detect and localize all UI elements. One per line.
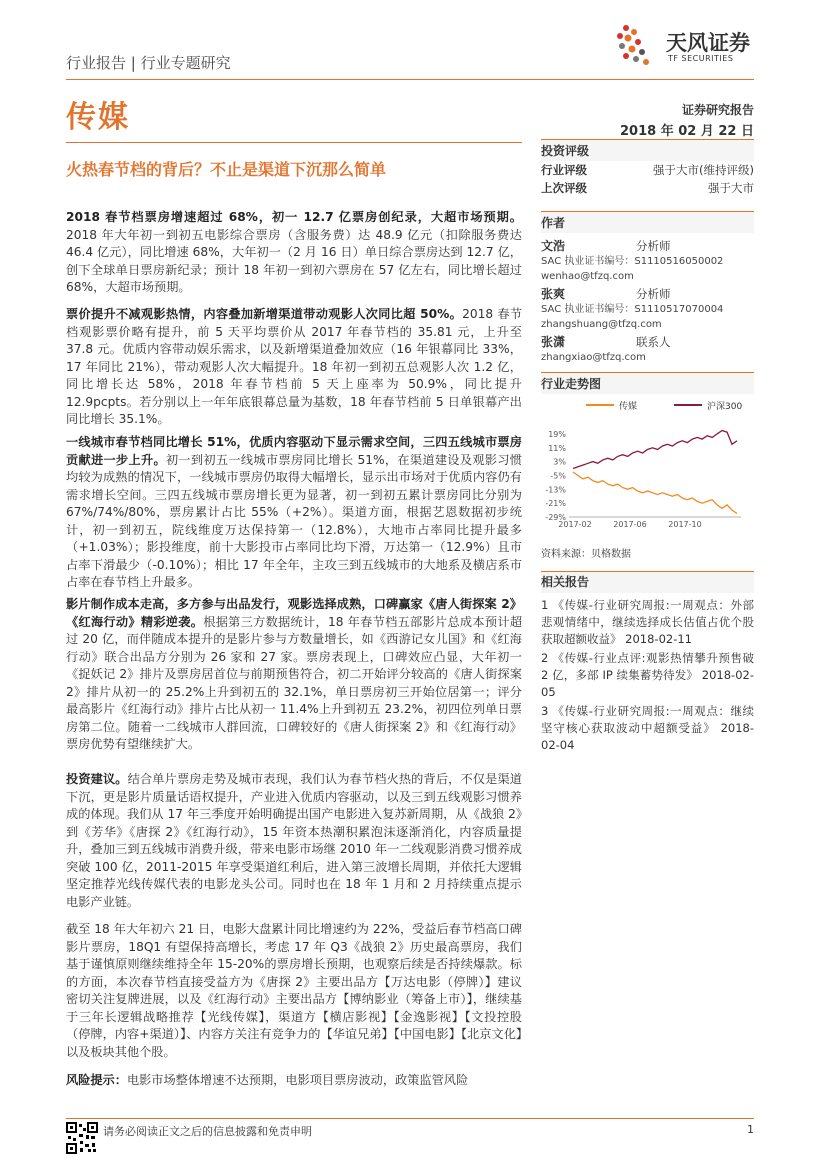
chart-source: 资料来源：贝格数据: [541, 549, 631, 560]
para-5-text: 结合单片票房走势及城市表现，我们认为春节档火热的背后，不仅是渠道下沉，更是影片质量话语权提升，产业进入优质内容驱动，以及三到五线观影习惯养成的体现。我们从 17 年三季度开始明确提出国产电影进入复苏新周期，从《战狼 2》到《芳华》《唐探 2》《红海行动》，15 年资本热潮积累泡沫逐渐消化，内容质量提升，叠加三到五线城市消费升级，带来电影市场继 2010 年一二线观影消费习惯养成突破 100 亿，2011-2015 年享受渠道红利后，进入第三波增长周期，并依托大逻辑坚定推荐光线传媒代表的电影龙头公司。同时也在 18 年 1 月和 2 月持续重点提示电影产业链。: [66, 772, 522, 909]
author-card: [541, 287, 754, 332]
footer-divider: [66, 1118, 754, 1119]
trend-heading-wrap: [541, 372, 754, 394]
rating-value: 强于大市(维持评级): [653, 163, 754, 177]
author-card: [541, 335, 754, 365]
rating-heading: 投资评级: [541, 139, 754, 161]
logo-name-cn: 天风证券: [666, 31, 750, 55]
header-divider: [66, 79, 754, 80]
para-7-lead: 风险提示：: [66, 1073, 127, 1087]
sector-title: 传媒: [66, 100, 130, 135]
body-section-4: [66, 596, 522, 754]
report-category: 行业报告 | 行业专题研究: [66, 54, 231, 72]
author-card: [541, 239, 754, 284]
logo-name-en: TF SECURITIES: [668, 54, 734, 63]
author-email[interactable]: zhangshuang@tfzq.com: [541, 319, 662, 330]
body-section-5: [66, 771, 522, 911]
para-3-text: 初一到初五一线城市票房同比增长 51%，在渠道建设及观影习惯均较为成熟的情况下，一线城市票房仍取得大幅增长，显示出市场对于优质内容仍有需求增长空间。三四五线城市票房增长更为显著，初一到初五累计票房同比分别为 67%/74%/80%，票房累计占比 55%（+2%）。渠道方面，根据艺恩数据初步统计，初一到初五，院线维度万达保持第一（12.8%），大地市占率同比提升最多（+1.03%）；影投维度，前十大影投市占率同比均下滑，万达第一（12.9%）且市占率下滑最少（-0.10%）；相比 17 年全年，主攻三到五线城市的大地系及横店系市占率在春节档上升最多。: [66, 452, 522, 589]
para-4-text: 根据第三方数据统计，18 年春节档五部影片总成本预计超过 20 亿，而伴随成本提升的是影片参与方数量增长，如《西游记女儿国》和《红海行动》联合出品方分别为 26 家和 27 家。票房表现上，口碑效应凸显，大年初一《捉妖记 2》排片及票房居首位与前期预售符合，初二开始评分较高的《唐人街探案 2》排片从初一的 25.2%上升到初五的 32.1%，单日票房初三开始位居第一；评分最高影片《红海行动》排片占比从初一 11.4%上升到初五 23.2%，初四位列单日票房第二位。随着一二线城市人群回流，口碑较好的《唐人街探案 2》和《红海行动》票房优势有望继续扩大。: [66, 614, 523, 751]
y-tick-label: 11%: [548, 443, 566, 453]
trend-heading: 行业走势图: [541, 372, 754, 394]
rating-key: 上次评级: [541, 181, 587, 195]
y-tick-label: -29%: [545, 513, 566, 522]
related-heading: 相关报告: [541, 571, 754, 593]
para-6-text: 截至 18 年大年初六 21 日，电影大盘累计同比增速约为 22%，受益后春节档高口碑影片票房，18Q1 有望保持高增长，考虑 17 年 Q3《战狼 2》历史最高票房，我们基于谨慎原则继续维持全年 15-20%的票房增长预期，也观察后续是否持续爆款。标的方面，本次春节档直接受益方为《唐探 2》主要出品方【万达电影（停牌）】建议密切关注复牌进展，以及《红海行动》主要出品方【博纳影业（筹备上市）】，继续基于三年长逻辑战略推荐【光线传媒】，渠道方【横店影视】【金逸影视】【文投控股（停牌，内容+渠道）】、内容方关注有竞争力的【华谊兄弟】【中国电影】【北京文化】以及板块其他个股。: [66, 922, 522, 1059]
rating-value: 强于大市: [708, 181, 754, 195]
title-divider: [66, 142, 522, 143]
author-name: 张潇: [541, 335, 566, 349]
author-license: SAC 执业证书编号：S1110517070004: [541, 304, 724, 315]
x-tick-label: 2017-10: [668, 520, 702, 529]
y-tick-label: 19%: [548, 429, 566, 439]
author-role: 分析师: [636, 239, 671, 253]
body-section-6: [66, 921, 522, 1061]
series-line: [573, 472, 737, 514]
author-email[interactable]: zhangxiao@tfzq.com: [541, 352, 646, 363]
para-5-lead: 投资建议。: [66, 772, 128, 786]
author-license: SAC 执业证书编号：S1110516050002: [541, 256, 724, 267]
legend-label: 沪深300: [707, 402, 743, 412]
related-report-item[interactable]: 2 《传媒-行业点评:观影热情攀升预售破 2 亿，多部 IP 续集蓄势待发》 2018-02-05: [541, 651, 754, 699]
y-tick-label: -13%: [545, 485, 566, 495]
related-report-item[interactable]: 3 《传媒-行业研究周报:一周观点：继续坚守核心获取波动中超额受益》 2018-02-04: [541, 704, 754, 752]
series-line: [573, 431, 737, 469]
body-section-2: [66, 306, 522, 429]
para-2-lead: 票价提升不减观影热情，内容叠加新增渠道带动观影人次同比超 50%。: [66, 307, 463, 321]
related-report-item[interactable]: 1 《传媒-行业研究周报:一周观点：外部悲观情绪中，继续选择成长估值占优个股获取超额收益》 2018-02-11: [541, 598, 754, 646]
para-7-text: 电影市场整体增速不达预期，电影项目票房波动，政策监管风险: [126, 1073, 469, 1087]
trend-chart-svg: [541, 395, 754, 535]
author-name: 文浩: [541, 239, 566, 253]
author-role: 联系人: [636, 335, 671, 349]
body-section-3: [66, 434, 522, 592]
report-type: 证券研究报告: [681, 103, 754, 117]
para-3-lead: 一线城市春节档同比增长 51%，优质内容驱动下显示需求空间，三四五线城市票房贡献进一步上升。: [66, 435, 522, 467]
author-role: 分析师: [636, 287, 671, 301]
para-1-lead: 2018 春节档票房增速超过 68%，初一 12.7 亿票房创纪录，大超市场预期。: [66, 210, 522, 224]
authors-panel: [541, 211, 754, 365]
y-tick-label: 3%: [553, 457, 566, 467]
qr-code-icon: [66, 1122, 98, 1154]
legend-label: 传媒: [619, 402, 638, 412]
rating-row: [541, 179, 754, 197]
logo-mark-icon: [612, 24, 668, 68]
y-tick-label: -21%: [545, 499, 566, 509]
x-tick-label: 2017-02: [558, 520, 592, 529]
author-name: 张爽: [541, 287, 566, 301]
authors-heading: 作者: [541, 211, 754, 233]
rating-row: [541, 161, 754, 179]
report-title: 火热春节档的背后？不止是渠道下沉那么简单: [66, 160, 387, 179]
page-number: 1: [747, 1123, 754, 1136]
para-1-text: 2018 年大年初一到初五电影综合票房（含服务费）达 48.9 亿元（扣除服务费达 46.4 亿元），同比增速 68%，大年初一（2 月 16 日）单日综合票房达到 12.7 亿，创下全球单日票房新纪录；预计 18 年初一到初六票房在 57 亿左右，同比增长超过 68%，大超市场预期。: [66, 227, 522, 294]
body-section-1: [66, 209, 522, 297]
trend-chart: [541, 395, 754, 545]
related-panel: [541, 571, 754, 756]
report-date: 2018 年 02 月 22 日: [620, 124, 754, 139]
rating-panel: [541, 139, 754, 197]
para-4-lead: 影片制作成本走高，多方参与出品发行，观影选择成熟，口碑赢家《唐人街探案 2》《红海行动》精彩逆袭。: [66, 597, 522, 629]
para-2-text: 2018 春节档观影票价略有提升，前 5 天平均票价从 2017 年春节档的 35.81 元，上升至 37.8 元。优质内容带动娱乐需求，以及新增渠道叠加效应（16 年银幕同比 33%，17 年同比 21%），带动观影人次大幅提升。18 年初一到初五总观影人次 1.2 亿，同比增长达 58%，2018 年春节档前 5 天上座率为 50.9%，同比提升 12.9pcpts。若分别以上一年年底银幕总量为基数，18 年春节档前 5 日单银幕产出同比增长 35.1%。: [66, 307, 523, 426]
rating-key: 行业评级: [541, 163, 587, 177]
body-section-7: [66, 1072, 522, 1090]
y-tick-label: -5%: [550, 471, 566, 481]
footer-disclaimer: 请务必阅读正文之后的信息披露和免责申明: [103, 1125, 312, 1138]
author-email[interactable]: wenhao@tfzq.com: [541, 271, 634, 282]
x-tick-label: 2017-06: [613, 520, 647, 529]
